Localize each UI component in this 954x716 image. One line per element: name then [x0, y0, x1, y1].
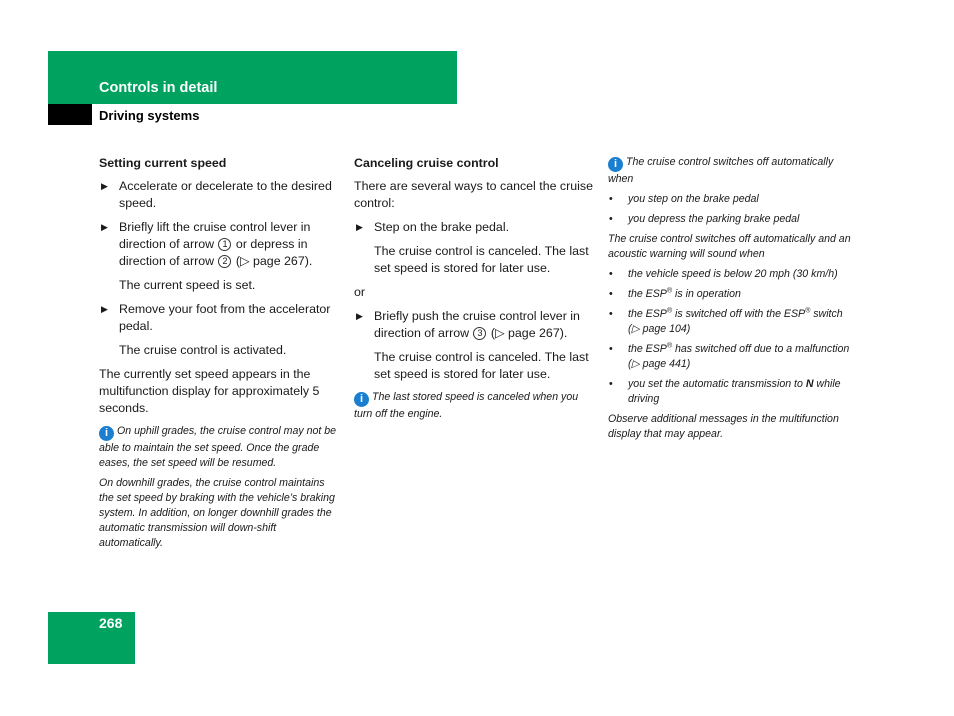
left-info-note: [99, 424, 339, 471]
middle-heading: Canceling cruise control: [354, 156, 499, 170]
step-text: Accelerate or decelerate to the desired speed.: [119, 179, 332, 210]
left-result-2: The current speed is set.: [119, 278, 256, 292]
section-title: Controls in detail: [99, 80, 218, 96]
right-outro: Observe additional messages in the multifunction display that may appear.: [608, 413, 839, 440]
step-text: Step on the brake pedal.: [374, 220, 510, 234]
page-ref: (▷ page 267).: [487, 326, 568, 340]
header-bar: [48, 51, 457, 104]
middle-info-note: [354, 390, 594, 422]
step-arrow-icon: ▶: [101, 222, 108, 232]
registered-mark: ®: [666, 307, 673, 315]
step-arrow-icon: ▶: [101, 304, 108, 314]
registered-mark: ®: [666, 342, 673, 350]
step-text: or depress in direction of arrow: [119, 237, 308, 268]
list-item-text: you step on the brake pedal: [628, 193, 759, 205]
left-note-2: On downhill grades, the cruise control maintains the set speed by braking with the vehicle’s braking system. In addition, on longer downhill grades the automatic transmission will down-shift automatically.: [99, 477, 335, 549]
right-column: [608, 155, 853, 447]
registered-mark: ®: [666, 287, 673, 295]
middle-or: or: [354, 285, 366, 299]
middle-column: [354, 155, 594, 427]
bullet-dot-icon: •: [609, 213, 613, 225]
arrow-number-1: 1: [218, 238, 231, 251]
left-result-3: The cruise control is activated.: [119, 343, 287, 357]
bullet-dot-icon: •: [609, 288, 613, 300]
list-item: [608, 287, 853, 302]
middle-intro: There are several ways to cancel the cruise control:: [354, 179, 593, 210]
list-item-text: has switched off due to a malfunction (▷ page 441): [628, 343, 850, 370]
step-arrow-icon: ▶: [356, 311, 363, 321]
step-text: Remove your foot from the accelerator pedal.: [119, 302, 331, 333]
list-item: [608, 267, 853, 282]
note-text: On uphill grades, the cruise control may not be able to maintain the set speed. Once the grade eases, the set speed will be resumed.: [99, 425, 337, 469]
bullet-dot-icon: •: [609, 343, 613, 355]
list-item-text: you set the automatic transmission to: [628, 378, 806, 390]
info-icon: i: [354, 392, 369, 407]
bullet-dot-icon: •: [609, 378, 613, 390]
note-text: The cruise control switches off automatically when: [608, 156, 834, 185]
step-text: Briefly lift the cruise control lever in direction of arrow: [119, 220, 311, 251]
middle-result-2: The cruise control is canceled. The last set speed is stored for later use.: [374, 350, 589, 381]
arrow-number-3: 3: [473, 327, 486, 340]
bullet-dot-icon: •: [609, 268, 613, 280]
page-number: 268: [99, 615, 123, 631]
step-text: Briefly push the cruise control lever in direction of arrow: [374, 309, 580, 340]
page-ref: (▷ page 267).: [232, 254, 313, 268]
left-paragraph: The currently set speed appears in the multifunction display for approximately 5 seconds.: [99, 367, 320, 415]
right-paragraph: The cruise control switches off automatically and an acoustic warning will sound when: [608, 233, 851, 260]
list-item-text: is in operation: [672, 288, 741, 300]
list-item: [608, 192, 853, 207]
middle-step-2: [354, 308, 594, 342]
list-item: [608, 342, 853, 372]
left-heading: Setting current speed: [99, 156, 227, 170]
list-item-text: the vehicle speed is below 20 mph (30 km/h): [628, 268, 838, 280]
bullet-dot-icon: •: [609, 193, 613, 205]
middle-step-1: [354, 219, 594, 236]
list-item: [608, 212, 853, 227]
bullet-dot-icon: •: [609, 308, 613, 320]
list-item-text: you depress the parking brake pedal: [628, 213, 800, 225]
list-item-text: the ESP: [628, 308, 667, 320]
left-step-3: [99, 301, 339, 335]
gear-letter: N: [805, 378, 814, 390]
middle-result-1: The cruise control is canceled. The last set speed is stored for later use.: [374, 244, 589, 275]
info-icon: i: [608, 157, 623, 172]
list-item: [608, 307, 853, 337]
registered-mark: ®: [805, 307, 811, 315]
arrow-number-2: 2: [218, 255, 231, 268]
subsection-title: Driving systems: [99, 108, 200, 123]
list-item: [608, 377, 853, 407]
note-text: The last stored speed is canceled when you turn off the engine.: [354, 391, 579, 420]
left-step-2: [99, 219, 339, 270]
list-item-text: the ESP: [628, 288, 667, 300]
list-item-text: the ESP: [628, 343, 667, 355]
list-item-text: while driving: [628, 378, 841, 405]
list-item-text: is switched off with the ESP: [672, 308, 806, 320]
page-ref: switch (▷ page 104): [628, 308, 843, 335]
info-icon: i: [99, 426, 114, 441]
left-column: [99, 155, 339, 556]
subsection-marker: [48, 104, 92, 125]
left-step-1: [99, 178, 339, 212]
step-arrow-icon: ▶: [101, 181, 108, 191]
step-arrow-icon: ▶: [356, 222, 363, 232]
right-info-note: [608, 155, 853, 187]
